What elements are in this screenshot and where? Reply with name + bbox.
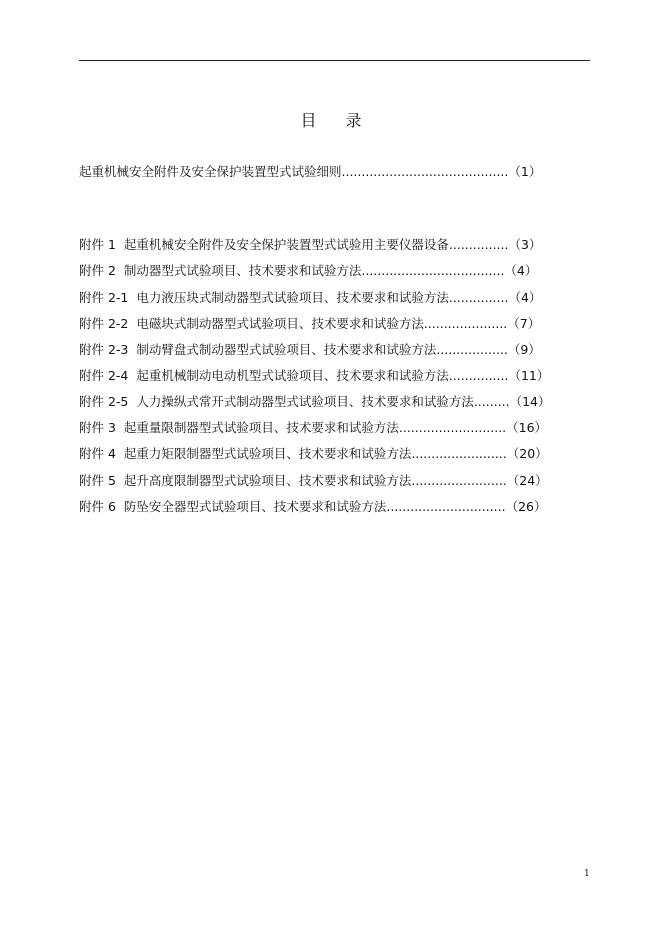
- header-rule: [79, 60, 590, 61]
- toc-entry-annex-2-4: 附件 2-4 起重机械制动电动机型式试验项目、技术要求和试验方法...............（11）: [79, 368, 550, 383]
- toc-entry-main: 起重机械安全附件及安全保护装置型式试验细则..........................................（1）: [79, 164, 542, 179]
- page-number: 1: [584, 869, 590, 879]
- toc-entry-annex-2-5: 附件 2-5 人力操纵式常开式制动器型式试验项目、技术要求和试验方法.........（14）: [79, 394, 551, 409]
- toc-entry-annex-4: 附件 4 起重力矩限制器型式试验项目、技术要求和试验方法........................（20）: [79, 446, 548, 461]
- toc-entry-annex-2-3: 附件 2-3 制动臂盘式制动器型式试验项目、技术要求和试验方法..................（9）: [79, 342, 541, 357]
- toc-entry-annex-2-2: 附件 2-2 电磁块式制动器型式试验项目、技术要求和试验方法.....................（7）: [79, 316, 541, 331]
- toc-title: 目 录: [300, 111, 374, 130]
- toc-entry-annex-2: 附件 2 制动器型式试验项目、技术要求和试验方法....................................（4）: [79, 263, 538, 278]
- toc-entry-annex-5: 附件 5 起升高度限制器型式试验项目、技术要求和试验方法........................（24）: [79, 473, 548, 488]
- toc-entry-annex-6: 附件 6 防坠安全器型式试验项目、技术要求和试验方法..............................（26）: [79, 499, 547, 514]
- toc-entry-annex-2-1: 附件 2-1 电力液压块式制动器型式试验项目、技术要求和试验方法...............（4）: [79, 290, 542, 305]
- toc-entry-annex-3: 附件 3 起重量限制器型式试验项目、技术要求和试验方法...........................（16）: [79, 420, 548, 435]
- toc-entry-annex-1: 附件 1 起重机械安全附件及安全保护装置型式试验用主要仪器设备...............（3）: [79, 237, 542, 252]
